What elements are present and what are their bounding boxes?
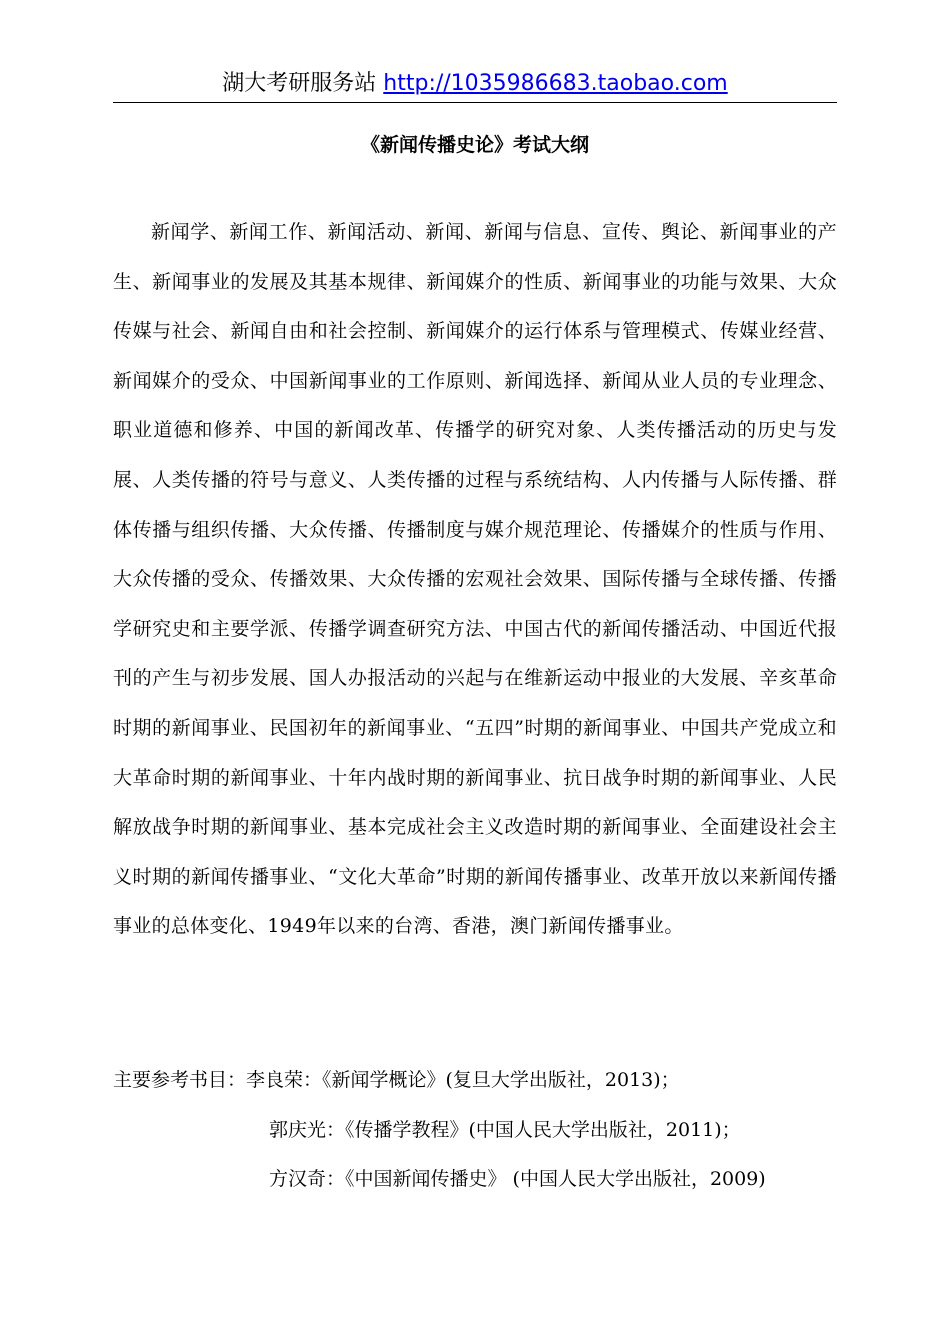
header-shop-link[interactable]: http://1035986683.taobao.com [383, 71, 728, 96]
reference-list [113, 1056, 843, 1205]
header-site-name: 湖大考研服务站 [222, 71, 384, 96]
reference-item: 主要参考书目：李良荣：《新闻学概论》(复旦大学出版社，2013)； [113, 1069, 680, 1091]
document-body-paragraph: 新闻学、新闻工作、新闻活动、新闻、新闻与信息、宣传、舆论、新闻事业的产生、新闻事业的发展及其基本规律、新闻媒介的性质、新闻事业的功能与效果、大众传媒与社会、新闻自由和社会控制、新闻媒介的运行体系与管理模式、传媒业经营、新闻媒介的受众、中国新闻事业的工作原则、新闻选择、新闻从业人员的专业理念、职业道德和修养、中国的新闻改革、传播学的研究对象、人类传播活动的历史与发展、人类传播的符号与意义、人类传播的过程与系统结构、人内传播与人际传播、群体传播与组织传播、大众传播、传播制度与媒介规范理论、传播媒介的性质与作用、大众传播的受众、传播效果、大众传播的宏观社会效果、国际传播与全球传播、传播学研究史和主要学派、传播学调查研究方法、中国古代的新闻传播活动、中国近代报刊的产生与初步发展、国人办报活动的兴起与在维新运动中报业的大发展、辛亥革命时期的新闻事业、民国初年的新闻事业、“五四”时期的新闻事业、中国共产党成立和大革命时期的新闻事业、十年内战时期的新闻事业、抗日战争时期的新闻事业、人民解放战争时期的新闻事业、基本完成社会主义改造时期的新闻事业、全面建设社会主义时期的新闻传播事业、“文化大革命”时期的新闻传播事业、改革开放以来新闻传播事业的总体变化、1949年以来的台湾、香港，澳门新闻传播事业。 [113, 221, 837, 938]
reference-item: 郭庆光：《传播学教程》(中国人民大学出版社，2011)； [269, 1118, 741, 1141]
header-divider [113, 102, 837, 103]
page-header [113, 66, 837, 102]
reference-item: 方汉奇：《中国新闻传播史》 (中国人民大学出版社，2009) [269, 1168, 766, 1191]
document-title: 《新闻传播史论》考试大纲 [360, 134, 589, 156]
